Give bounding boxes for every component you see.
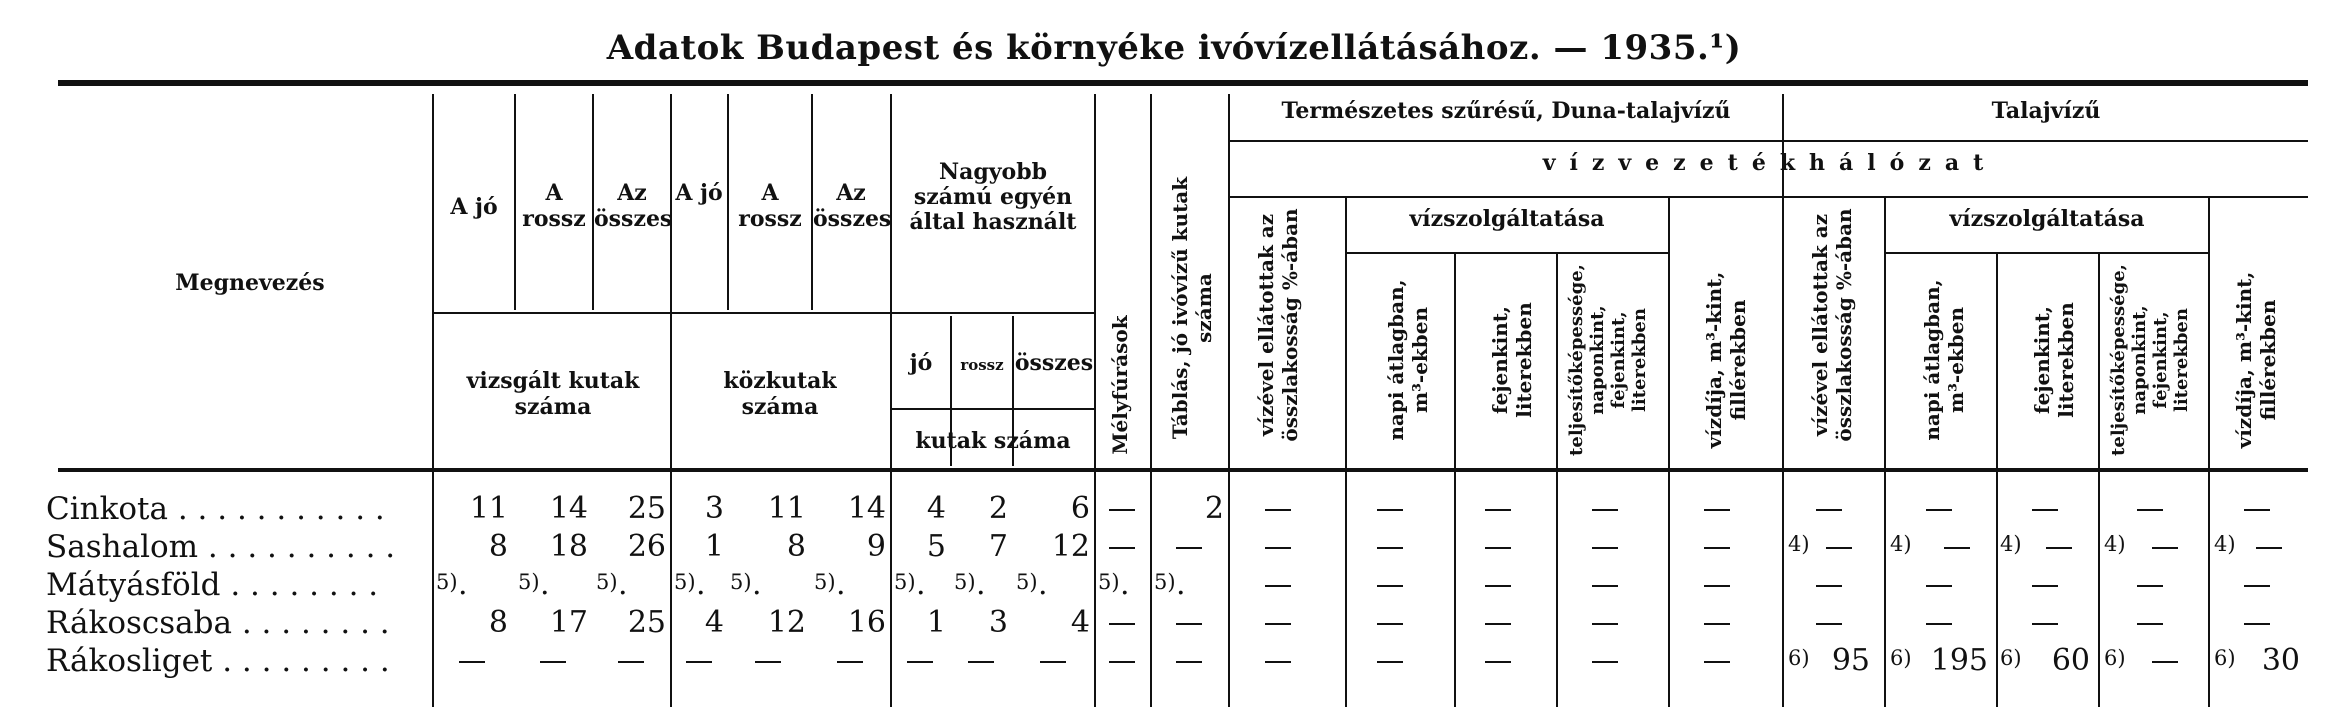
table-cell: . (458, 567, 468, 602)
row-name: Mátyásföld . . . . . . . . (46, 567, 379, 603)
cell-dash (1040, 661, 1066, 663)
header-a-jo-2: A jó (675, 180, 723, 206)
table-cell: 3 (988, 605, 1008, 640)
cell-dash (2244, 623, 2270, 625)
cell-dash (1826, 547, 1852, 549)
header-talajvizu: Talajvízű (1991, 98, 2101, 124)
table-cell: 26 (627, 529, 666, 564)
cell-dash (755, 661, 781, 663)
cell-dash (1109, 509, 1135, 511)
cell-dash (1704, 585, 1730, 587)
header-bottom-rule (58, 468, 2308, 472)
header-az-osszes-2: Az összes (813, 180, 892, 232)
cell-dash (1592, 661, 1618, 663)
table-cell: 8 (488, 529, 508, 564)
cell-dash (1816, 509, 1842, 511)
grid-line (1345, 198, 1347, 707)
grid-line (1228, 196, 2308, 198)
cell-dash (2152, 547, 2178, 549)
cell-dash (540, 661, 566, 663)
table-cell: 95 (1831, 643, 1870, 678)
cell-dash (1109, 547, 1135, 549)
footnote-marker: 4) (2214, 532, 2236, 556)
header-teljesito-2: teljesítőképessége, naponkint, fejenkint, literekben (2108, 264, 2192, 456)
cell-dash (1485, 547, 1511, 549)
header-melyfurasok: Mélyfúrások (1108, 315, 1132, 455)
footnote-marker: 5) (730, 570, 752, 594)
grid-line (1668, 198, 1670, 707)
table-cell: 8 (786, 529, 806, 564)
footnote-marker: 5) (436, 570, 458, 594)
header-vizszolg-2: vízszolgáltatása (1949, 206, 2145, 232)
footnote-marker: 5) (1098, 570, 1120, 594)
cell-dash (2032, 509, 2058, 511)
grid-line (1996, 254, 1998, 707)
cell-dash (686, 661, 712, 663)
footnote-marker: 5) (1154, 570, 1176, 594)
cell-dash (1704, 623, 1730, 625)
grid-line (1094, 94, 1096, 707)
footnote-marker: 4) (2000, 532, 2022, 556)
cell-dash (1704, 661, 1730, 663)
table-cell: 4 (1070, 605, 1090, 640)
grid-line (432, 312, 1094, 314)
table-cell: 1 (704, 529, 724, 564)
cell-dash (968, 661, 994, 663)
grid-line (890, 94, 892, 707)
header-ellatottak-2: vízével ellátottak az összlakosság %-ában (1808, 208, 1856, 442)
header-vizszolg-1: vízszolgáltatása (1409, 206, 1605, 232)
header-a-rossz: A rossz (522, 180, 586, 232)
cell-dash (2244, 509, 2270, 511)
cell-dash (2137, 509, 2163, 511)
grid-line (432, 94, 434, 707)
footnote-marker: 5) (954, 570, 976, 594)
footnote-marker: 5) (894, 570, 916, 594)
header-vizvezetek: vízvezetékhálózat (1542, 150, 1998, 176)
footnote-marker: 6) (1788, 646, 1810, 670)
cell-dash (1592, 623, 1618, 625)
cell-dash (1265, 509, 1291, 511)
header-vizdija-2: vízdíja, m³-kint, fillérekben (2232, 271, 2280, 449)
table-cell: . (752, 567, 762, 602)
cell-dash (1109, 623, 1135, 625)
footnote-marker: 5) (596, 570, 618, 594)
grid-line (2208, 198, 2210, 707)
grid-line (727, 94, 729, 310)
cell-dash (907, 661, 933, 663)
footnote-marker: 4) (2104, 532, 2126, 556)
header-megnevezes: Megnevezés (175, 270, 325, 296)
table-cell: . (540, 567, 550, 602)
grid-line (1884, 252, 2208, 254)
table-cell: . (916, 567, 926, 602)
table-cell: 11 (469, 491, 508, 526)
cell-dash (2032, 623, 2058, 625)
table-cell: . (836, 567, 846, 602)
table-cell: 12 (1051, 529, 1090, 564)
table-cell: 8 (488, 605, 508, 640)
footnote-marker: 5) (814, 570, 836, 594)
table-cell: . (1038, 567, 1048, 602)
grid-line (890, 408, 1094, 410)
cell-dash (1377, 547, 1403, 549)
table-cell: 11 (767, 491, 806, 526)
table-cell: . (1120, 567, 1130, 602)
grid-line (1782, 94, 1784, 707)
table-cell: 6 (1070, 491, 1090, 526)
footnote-marker: 6) (1890, 646, 1912, 670)
table-cell: 14 (847, 491, 886, 526)
table-cell: 12 (767, 605, 806, 640)
header-ellatottak-1: vízével ellátottak az összlakosság %-ában (1254, 208, 1302, 442)
cell-dash (1816, 623, 1842, 625)
footnote-marker: 5) (1016, 570, 1038, 594)
grid-line (1150, 94, 1152, 707)
grid-line (1228, 140, 2308, 142)
table-cell: 60 (2051, 643, 2090, 678)
table-cell: . (1176, 567, 1186, 602)
cell-dash (1265, 547, 1291, 549)
cell-dash (1265, 585, 1291, 587)
grid-line (1884, 198, 1886, 707)
row-name: Rákosliget . . . . . . . . . (46, 643, 390, 679)
table-cell: . (696, 567, 706, 602)
header-napi-1: napi átlagban, m³-ekben (1384, 279, 1432, 441)
header-fejenkint-2: fejenkint, literekben (2030, 302, 2078, 418)
cell-dash (618, 661, 644, 663)
cell-dash (1109, 661, 1135, 663)
table-cell: 1 (926, 605, 946, 640)
page-title: Adatok Budapest és környéke ivóvízellátásához. — 1935.¹) (606, 28, 1742, 68)
cell-dash (2152, 661, 2178, 663)
grid-line (1454, 254, 1456, 707)
table-cell: 195 (1930, 643, 1988, 678)
header-kutak-szama: kutak száma (915, 428, 1071, 454)
cell-dash (1176, 547, 1202, 549)
header-a-rossz-2: A rossz (738, 180, 802, 232)
footnote-marker: 5) (518, 570, 540, 594)
table-cell: 4 (926, 491, 946, 526)
cell-dash (1265, 661, 1291, 663)
table-cell: 5 (926, 529, 946, 564)
table-cell: . (618, 567, 628, 602)
table-cell: 14 (549, 491, 588, 526)
cell-dash (1485, 661, 1511, 663)
header-fejenkint-1: fejenkint, literekben (1488, 302, 1536, 418)
table-cell: 16 (847, 605, 886, 640)
cell-dash (1926, 623, 1952, 625)
footnote-marker: 4) (1890, 532, 1912, 556)
cell-dash (1926, 585, 1952, 587)
table-cell: 25 (627, 605, 666, 640)
header-a-jo: A jó (450, 194, 498, 220)
grid-line (514, 94, 516, 310)
footnote-marker: 6) (2000, 646, 2022, 670)
top-rule (58, 80, 2308, 86)
cell-dash (1485, 585, 1511, 587)
table-cell: . (976, 567, 986, 602)
header-napi-2: napi átlagban, m³-ekben (1920, 279, 1968, 441)
cell-dash (1592, 585, 1618, 587)
header-kozkutak: közkutak száma (723, 368, 837, 420)
footnote-marker: 6) (2214, 646, 2236, 670)
table-cell: 9 (866, 529, 886, 564)
footnote-marker: 5) (674, 570, 696, 594)
header-jo: jó (909, 350, 933, 376)
cell-dash (837, 661, 863, 663)
cell-dash (1377, 661, 1403, 663)
row-name: Sashalom . . . . . . . . . . (46, 529, 396, 565)
cell-dash (1926, 509, 1952, 511)
cell-dash (1265, 623, 1291, 625)
cell-dash (2046, 547, 2072, 549)
header-teljesito-1: teljesítőképessége, naponkint, fejenkint, literekben (1566, 264, 1650, 456)
row-name: Cinkota . . . . . . . . . . . (46, 491, 385, 527)
header-nagyobb: Nagyobb számú egyén által használt (909, 159, 1077, 235)
footnote-marker: 4) (1788, 532, 1810, 556)
cell-dash (1944, 547, 1970, 549)
cell-dash (2256, 547, 2282, 549)
header-rossz: rossz (960, 356, 1004, 374)
footnote-marker: 6) (2104, 646, 2126, 670)
cell-dash (2032, 585, 2058, 587)
header-vizdija-1: vízdíja, m³-kint, fillérekben (1702, 271, 1750, 449)
cell-dash (1377, 623, 1403, 625)
grid-line (2098, 254, 2100, 707)
header-tablas: Táblás, jó ivóvízű kutak száma (1168, 176, 1216, 440)
cell-dash (2137, 585, 2163, 587)
cell-dash (459, 661, 485, 663)
cell-dash (1377, 585, 1403, 587)
header-az-osszes: Az összes (594, 180, 673, 232)
table-cell: 2 (988, 491, 1008, 526)
cell-dash (1176, 661, 1202, 663)
table-cell: 7 (988, 529, 1008, 564)
table-cell: 17 (549, 605, 588, 640)
table-cell: 18 (549, 529, 588, 564)
grid-line (1228, 94, 1230, 707)
table-cell: 4 (704, 605, 724, 640)
table-cell: 25 (627, 491, 666, 526)
header-osszes: összes (1014, 350, 1094, 376)
cell-dash (1176, 623, 1202, 625)
cell-dash (2137, 623, 2163, 625)
cell-dash (1592, 509, 1618, 511)
header-termeszetes: Természetes szűrésű, Duna-talajvízű (1281, 98, 1731, 124)
table-cell: 2 (1204, 491, 1224, 526)
grid-line (1556, 254, 1558, 707)
cell-dash (1377, 509, 1403, 511)
row-name: Rákoscsaba . . . . . . . . (46, 605, 390, 641)
cell-dash (1485, 623, 1511, 625)
cell-dash (1485, 509, 1511, 511)
cell-dash (1816, 585, 1842, 587)
cell-dash (1704, 547, 1730, 549)
cell-dash (2244, 585, 2270, 587)
table-cell: 3 (704, 491, 724, 526)
cell-dash (1704, 509, 1730, 511)
grid-line (1345, 252, 1668, 254)
cell-dash (1592, 547, 1618, 549)
header-vizsgalt: vizsgált kutak száma (466, 368, 640, 420)
table-cell: 30 (2261, 643, 2300, 678)
